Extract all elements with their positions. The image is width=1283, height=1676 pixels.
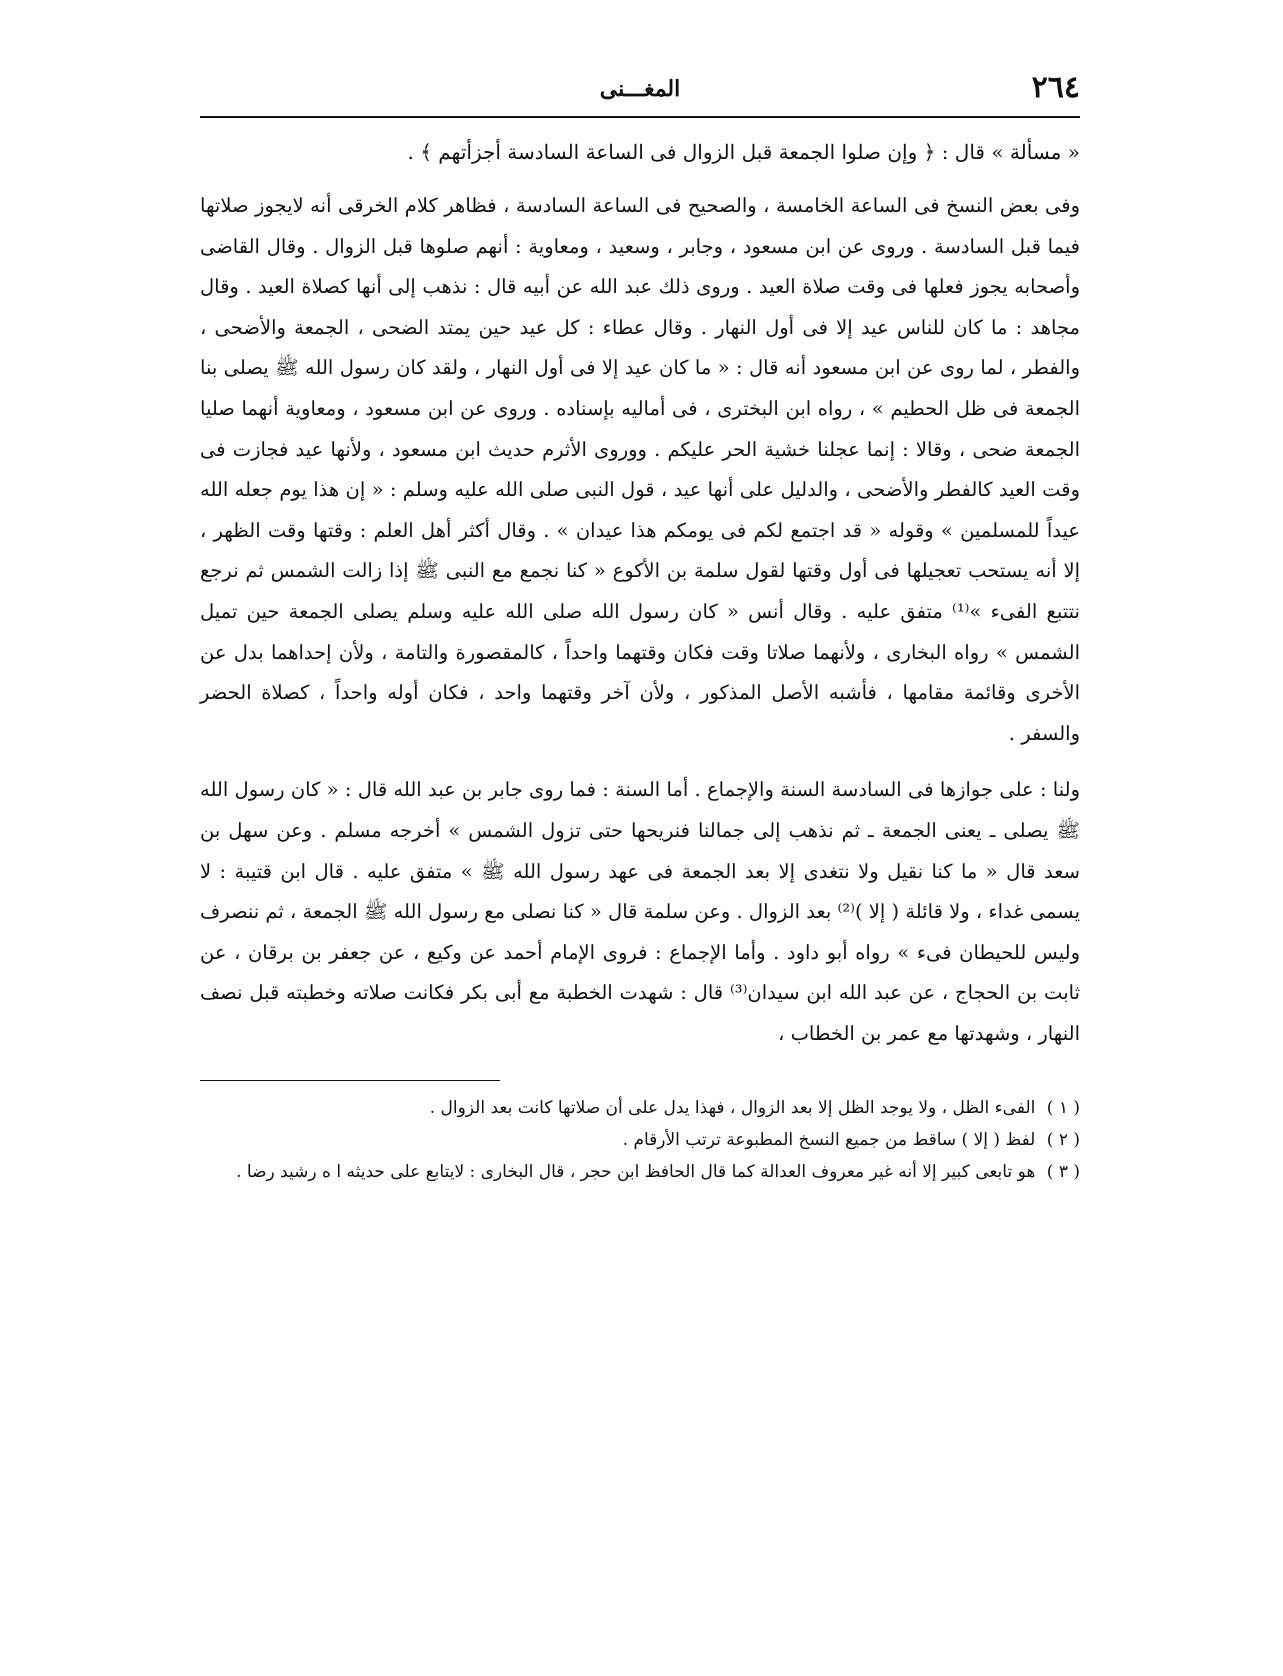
footnote-number: ( ٢ ): [1046, 1130, 1080, 1151]
page-number: ٢٦٤: [1031, 70, 1080, 105]
footnote-text: لفظ ( إلا ) ساقط من جميع النسخ المطبوعة ترتب الأرقام .: [622, 1130, 1036, 1151]
paragraph: ولنا : على جوازها فى السادسة السنة والإجماع . أما السنة : فما روى جابر بن عبد الله قال : « كان رسول الله ﷺ يصلى ـ يعنى الجمعة ـ ثم نذهب إلى جمالنا فنريحها حتى تزول الشمس » أخرجه مسلم . وعن سهل بن سعد قال « ما كنا نقيل ولا نتغدى إلا بعد الجمعة فى عهد رسول الله ﷺ » متفق عليه . قال ابن قتيبة : لا يسمى غداء ، ولا قائلة ( إلا )⁽²⁾ بعد الزوال . وعن سلمة قال « كنا نصلى مع رسول الله ﷺ الجمعة ، ثم ننصرف وليس للحيطان فىء » رواه أبو داود . وأما الإجماع : فروى الإمام أحمد عن وكيع ، عن جعفر بن برقان ، عن ثابت بن الحجاج ، عن عبد الله ابن سيدان⁽³⁾ قال : شهدت الخطبة مع أبى بكر فكانت صلاته وخطبته قبل نصف النهار ، وشهدتها مع عمر بن الخطاب ،: [200, 778, 1080, 1045]
footnote: [200, 1125, 1080, 1155]
issue-statement: « مسألة » قال : ﴿ وإن صلوا الجمعة قبل الزوال فى الساعة السادسة أجزأتهم ﴾ .: [407, 140, 1080, 164]
footnote-number: ( ١ ): [1046, 1098, 1080, 1119]
main-text: [200, 186, 1080, 1054]
page-header: [200, 68, 1080, 118]
paragraph: وفى بعض النسخ فى الساعة الخامسة ، والصحيح فى الساعة السادسة ، فظاهر كلام الخرقى أنه لايجوز صلاتها فيما قبل السادسة . وروى عن ابن مسعود ، وجابر ، وسعيد ، ومعاوية : أنهم صلوها قبل الزوال . وقال القاضى وأصحابه يجوز فعلها فى وقت صلاة العيد . وروى ذلك عبد الله عن أبيه قال : نذهب إلى أنها كصلاة العيد . وقال مجاهد : ما كان للناس عيد إلا فى أول النهار . وقال عطاء : كل عيد حين يمتد الضحى ، الجمعة والأضحى ، والفطر ، لما روى عن ابن مسعود أنه قال : « ما كان عيد إلا فى أول النهار ، ولقد كان رسول الله ﷺ يصلى بنا الجمعة فى ظل الحطيم » ، رواه ابن البخترى ، فى أماليه بإسناده . وروى عن ابن مسعود ، ومعاوية أنهما صليا الجمعة ضحى ، وقالا : إنما عجلنا خشية الحر عليكم . ووروى الأثرم حديث ابن مسعود ، ولأنها عيد فجازت فى وقت العيد كالفطر والأضحى ، والدليل على أنها عيد ، قول النبى صلى الله عليه وسلم : « إن هذا يوم جعله الله عيداً للمسلمين » وقوله « قد اجتمع لكم فى يومكم هذا عيدان » . وقال أكثر أهل العلم : وقتها وقت الظهر ، إلا أنه يستحب تعجيلها فى أول وقتها لقول سلمة بن الأكوع « كنا نجمع مع النبى ﷺ إذا زالت الشمس ثم نرجع نتتبع الفىء »⁽¹⁾ متفق عليه . وقال أنس « كان رسول الله صلى الله عليه وسلم يصلى الجمعة حين تميل الشمس » رواه البخارى ، ولأنهما صلاتا وقت فكان وقتهما واحداً ، كالمقصورة والتامة ، ولأن إحداهما بدل عن الأخرى وقائمة مقامها ، فأشبه الأصل المذكور ، ولأن آخر وقتهما واحد ، فكان أوله واحداً ، كصلاة الحضر والسفر .: [200, 194, 1080, 745]
footnote-divider: [200, 1080, 500, 1081]
footnotes: [200, 1093, 1080, 1187]
footnote-text: هو تابعى كبير إلا أنه غير معروف العدالة كما قال الحافظ ابن حجر ، قال البخارى : لايتابع على حديثه ا ه رشيد رضا .: [236, 1162, 1036, 1183]
footnote: [200, 1093, 1080, 1123]
footnote-text: الفىء الظل ، ولا يوجد الظل إلا بعد الزوال ، فهذا يدل على أن صلاتها كانت بعد الزوال .: [429, 1098, 1036, 1119]
footnote-number: ( ٣ ): [1046, 1162, 1080, 1183]
book-page: [200, 68, 1080, 1648]
running-title: المغـــنى: [599, 76, 681, 102]
footnote: [200, 1157, 1080, 1187]
